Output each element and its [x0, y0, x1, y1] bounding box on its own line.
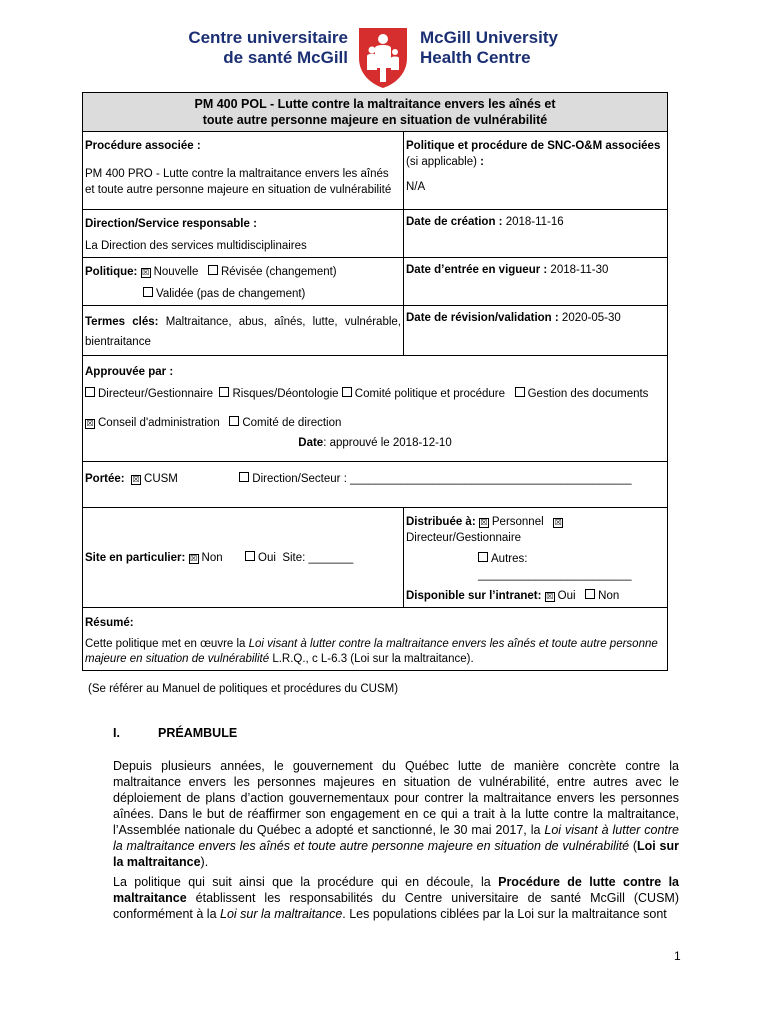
checkbox-gestion-documents[interactable] — [515, 387, 525, 397]
termes-cell — [83, 306, 404, 356]
logo-text-en — [420, 28, 558, 68]
para2-text2: établissent les responsabilités du Centre universitaire de santé McGill (CUSM) conformément à la — [113, 891, 679, 921]
policy-title — [83, 93, 668, 132]
direction-cell — [83, 210, 404, 258]
checkbox-dist-directeur[interactable]: ☒ — [554, 518, 562, 527]
distribution-cell — [404, 508, 668, 608]
appr-risques: Risques/Déontologie — [232, 388, 339, 400]
procedure-label: Procédure associée : — [85, 140, 201, 152]
checkbox-comite-direction[interactable] — [229, 416, 239, 426]
policy-title-line1: PM 400 POL - Lutte contre la maltraitance envers les aînés et — [194, 97, 556, 111]
creation-label: Date de création : — [406, 216, 503, 228]
entree-value: 2018-11-30 — [547, 264, 609, 276]
distribuee-label: Distribuée à: — [406, 516, 476, 528]
site-cell — [83, 508, 404, 608]
approuvee-cell — [83, 356, 668, 462]
para1-text1: Depuis plusieurs années, le gouvernement du Québec lutte de manière concrète contre la maltraitance envers les personnes majeures en situation de vulnérabilité, entre autres avec le déploiement de plans d’action gouvernementaux pour contrer la maltraitance envers les personnes aînées. Dans le but de réaffirmer son engagement en ce qui a trait à la lutte contre la maltraitance, l’Assemblée nationale du Québec a adopté et sanctionné, le 30 mai 2017, la — [113, 759, 679, 837]
direction-value: La Direction des services multidisciplinaires — [85, 240, 307, 252]
resume-text — [85, 637, 665, 667]
snc-sub: (si applicable) — [406, 156, 477, 168]
snc-cell — [404, 132, 668, 210]
mcgill-crest-icon — [355, 24, 411, 90]
revision-value: 2020-05-30 — [558, 312, 621, 324]
checkbox-cusm[interactable]: ☒ — [132, 475, 140, 484]
opt-validee: Validée (pas de changement) — [156, 288, 306, 300]
para2-bold: Procédure de lutte contre la maltraitance — [113, 875, 679, 905]
appr-conseil: Conseil d'administration — [98, 417, 220, 429]
para2-text1: La politique qui suit ainsi que la procédure qui en découle, la — [113, 875, 499, 889]
para1-text3: ). — [200, 855, 209, 869]
logo-text-fr — [188, 28, 348, 68]
snc-value: N/A — [406, 181, 426, 193]
portee-cell — [83, 462, 668, 508]
para2-text3: . Les populations ciblées par la Loi sur la maltraitance sont — [342, 907, 667, 921]
politique-label: Politique: — [85, 266, 138, 278]
termes-label: Termes clés: — [85, 316, 159, 328]
page-number: 1 — [674, 949, 681, 963]
checkbox-risques[interactable] — [219, 387, 229, 397]
checkbox-personnel[interactable]: ☒ — [480, 518, 488, 527]
para1-text2: ( — [629, 839, 638, 853]
procedure-value: PM 400 PRO - Lutte contre la maltraitance envers les aînés et toute autre personne majeure en situation de vulnérabilité — [85, 168, 392, 196]
entree-label: Date d’entrée en vigueur : — [406, 264, 548, 276]
dist-autres: Autres: ________________________ — [478, 553, 632, 581]
approval-date-label: Date — [298, 437, 324, 449]
dist-directeur: Directeur/Gestionnaire — [406, 532, 522, 544]
appr-gestion: Gestion des documents — [527, 388, 649, 400]
approuvee-label: Approuvée par : — [85, 366, 174, 378]
resume-pre: Cette politique met en œuvre la — [85, 638, 249, 650]
section-title: PRÉAMBULE — [158, 726, 238, 740]
logo-fr-line2: de santé McGill — [223, 48, 348, 67]
intranet-non: Non — [598, 590, 620, 602]
paragraph-2 — [113, 874, 679, 922]
intranet-label: Disponible sur l’intranet: — [406, 590, 542, 602]
logo-en-line2: Health Centre — [420, 48, 531, 67]
checkbox-nouvelle[interactable]: ☒ — [142, 268, 150, 277]
checkbox-direction-secteur[interactable] — [239, 472, 249, 482]
opt-revisee: Révisée (changement) — [220, 266, 337, 278]
resume-italic: Loi visant à lutter contre la maltraitance envers les aînés et toute autre personne majeure en situation de vulnérabilité — [85, 638, 658, 665]
para2-italic: Loi sur la maltraitance — [220, 907, 343, 921]
appr-comite-pol: Comité politique et procédure — [354, 388, 506, 400]
portee-cusm: CUSM — [144, 473, 178, 485]
entree-cell — [404, 258, 668, 306]
direction-label: Direction/Service responsable : — [85, 218, 257, 230]
procedure-cell — [83, 132, 404, 210]
creation-cell — [404, 210, 668, 258]
paragraph-1 — [113, 758, 679, 870]
intranet-oui: Oui — [557, 590, 576, 602]
checkbox-directeur[interactable] — [85, 387, 95, 397]
para1-bold: Loi sur la maltraitance — [113, 839, 680, 869]
revision-cell — [404, 306, 668, 356]
logo-fr-line1: Centre universitaire — [188, 28, 348, 47]
checkbox-autres[interactable] — [478, 552, 488, 562]
reference-note: (Se référer au Manuel de politiques et procédures du CUSM) — [88, 683, 399, 695]
checkbox-intranet-oui[interactable]: ☒ — [546, 592, 554, 601]
opt-nouvelle: Nouvelle — [153, 266, 199, 278]
logo-en-line1: McGill University — [420, 28, 558, 47]
site-non: Non — [201, 552, 223, 564]
checkbox-conseil[interactable]: ☒ — [86, 419, 94, 428]
resume-cell — [83, 608, 668, 671]
para1-italic: Loi visant à lutter contre la maltraitance envers les aînés et toute autre personne majeure en situation de vulnérabilité — [113, 823, 679, 853]
termes-value: Maltraitance, abus, aînés, lutte, vulnérable, bientraitance — [85, 316, 401, 348]
section-number: I. — [113, 726, 120, 740]
checkbox-site-non[interactable]: ☒ — [189, 554, 198, 563]
portee-direction: Direction/Secteur : ____________________________________________ — [252, 473, 632, 485]
site-oui: Oui — [258, 552, 276, 564]
snc-label: Politique et procédure de SNC-O&M associées — [406, 140, 661, 152]
site-label: Site en particulier: — [85, 552, 186, 564]
creation-value: 2018-11-16 — [502, 216, 564, 228]
portee-label: Portée: — [85, 473, 125, 485]
politique-cell — [83, 258, 404, 306]
resume-label: Résumé: — [85, 617, 134, 629]
checkbox-intranet-non[interactable] — [585, 589, 595, 599]
appr-directeur: Directeur/Gestionnaire — [98, 388, 214, 400]
policy-title-line2: toute autre personne majeure en situation de vulnérabilité — [202, 113, 548, 127]
approval-date-value: : approuvé le 2018-12-10 — [323, 437, 452, 449]
policy-info-table — [82, 92, 668, 671]
resume-post: L.R.Q., c L-6.3 (Loi sur la maltraitance). — [269, 653, 474, 665]
header-logo — [0, 14, 770, 84]
checkbox-comite-politique[interactable] — [342, 387, 352, 397]
revision-label: Date de révision/validation : — [406, 312, 559, 324]
snc-colon: : — [476, 156, 484, 168]
checkbox-revisee[interactable] — [208, 265, 218, 275]
site-field[interactable]: Site: _______ — [282, 552, 354, 564]
checkbox-validee[interactable] — [143, 287, 153, 297]
checkbox-site-oui[interactable] — [245, 551, 255, 561]
dist-personnel: Personnel — [491, 516, 544, 528]
appr-comite-dir: Comité de direction — [242, 417, 342, 429]
